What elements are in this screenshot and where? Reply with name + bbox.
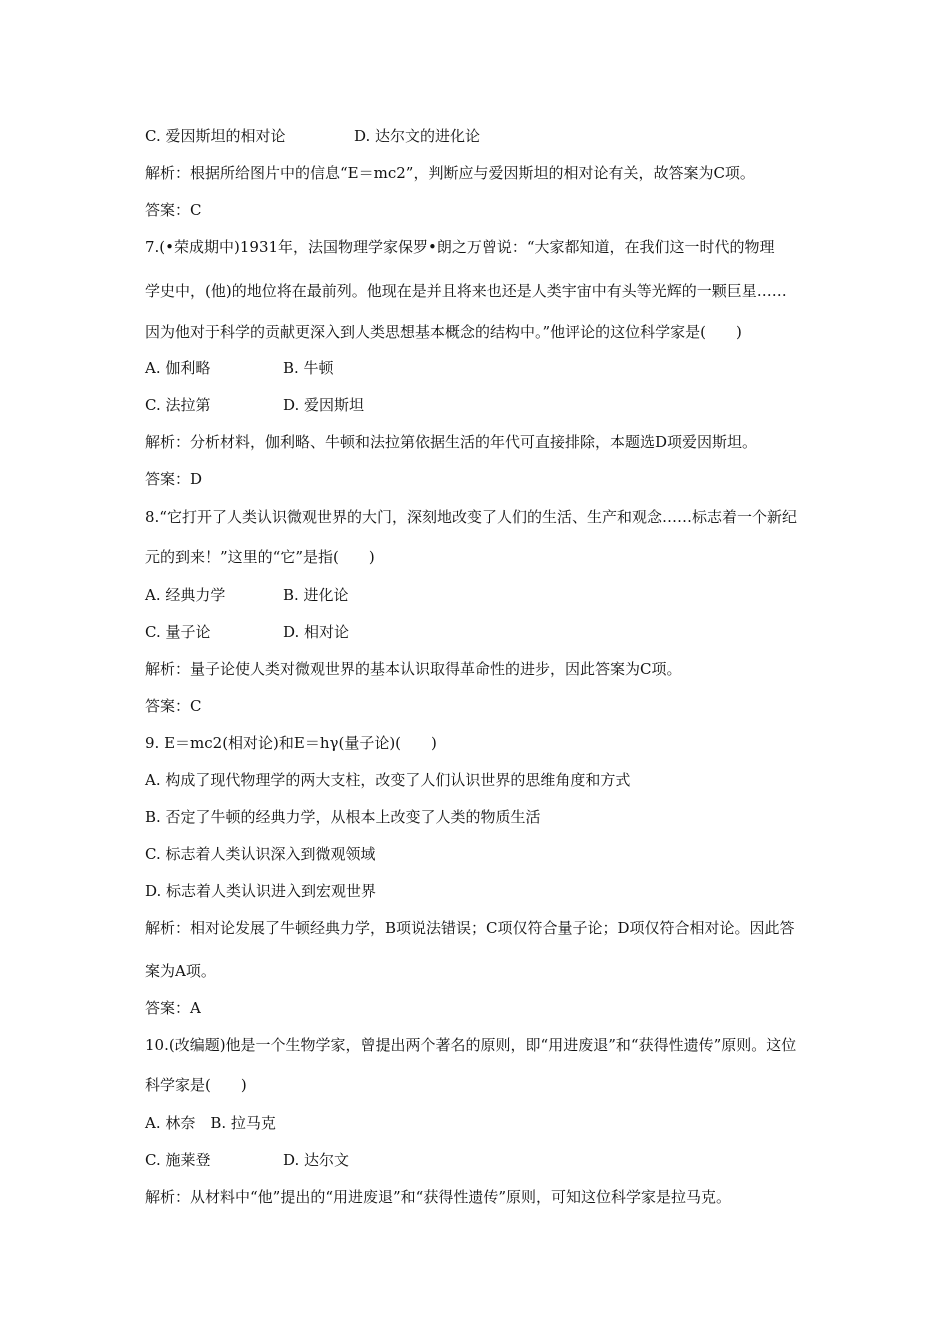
q10-analysis: 解析：从材料中“他”提出的“用进废退”和“获得性遗传”原则，可知这位科学家是拉马克。 [145, 1188, 732, 1206]
q10-option-c: C. 施莱登 [145, 1151, 211, 1169]
q7-stem-line-3: 因为他对于科学的贡献更深入到人类思想基本概念的结构中。”他评论的这位科学家是( ) [145, 323, 742, 341]
q8-analysis: 解析：量子论使人类对微观世界的基本认识取得革命性的进步，因此答案为C项。 [145, 660, 682, 678]
q6-answer: 答案：C [145, 201, 202, 219]
q6-analysis: 解析：根据所给图片中的信息“E＝mc2”，判断应与爱因斯坦的相对论有关，故答案为C项。 [145, 164, 755, 182]
q8-option-c: C. 量子论 [145, 623, 211, 641]
q8-option-a: A. 经典力学 [145, 586, 226, 604]
q7-stem-line-2: 学史中，(他)的地位将在最前列。他现在是并且将来也还是人类宇宙中有头等光辉的一颗巨星…… [145, 282, 787, 300]
q6-option-d: D. 达尔文的进化论 [354, 127, 481, 145]
q8-stem-line-2: 元的到来！”这里的“它”是指( ) [145, 548, 375, 566]
q8-answer: 答案：C [145, 697, 202, 715]
q7-answer: 答案：D [145, 470, 203, 488]
q7-option-d: D. 爱因斯坦 [283, 396, 365, 414]
q9-option-b: B. 否定了牛顿的经典力学，从根本上改变了人类的物质生活 [145, 808, 541, 826]
q7-stem-line-1: 7.(•荣成期中)1931年，法国物理学家保罗•朗之万曾说：“大家都知道，在我们这一时代的物理 [145, 238, 775, 256]
q8-option-b: B. 进化论 [283, 586, 349, 604]
q9-stem: 9. E＝mc2(相对论)和E＝hγ(量子论)( ) [145, 734, 437, 752]
q9-option-d: D. 标志着人类认识进入到宏观世界 [145, 882, 377, 900]
q9-answer: 答案：A [145, 999, 201, 1017]
q10-option-d: D. 达尔文 [283, 1151, 350, 1169]
q8-option-d: D. 相对论 [283, 623, 350, 641]
q9-option-c: C. 标志着人类认识深入到微观领域 [145, 845, 376, 863]
q7-option-c: C. 法拉第 [145, 396, 211, 414]
q10-stem-line-1: 10.(改编题)他是一个生物学家，曾提出两个著名的原则，即“用进废退”和“获得性遗传”原则。这位 [145, 1036, 797, 1054]
q7-analysis: 解析：分析材料，伽利略、牛顿和法拉第依据生活的年代可直接排除，本题选D项爱因斯坦。 [145, 433, 758, 451]
q10-stem-line-2: 科学家是( ) [145, 1076, 247, 1094]
q7-option-a: A. 伽利略 [145, 359, 211, 377]
q9-analysis-line-1: 解析：相对论发展了牛顿经典力学，B项说法错误；C项仅符合量子论；D项仅符合相对论。因此答 [145, 919, 795, 937]
q10-option-a-b: A. 林奈 B. 拉马克 [145, 1114, 276, 1132]
q7-option-b: B. 牛顿 [283, 359, 334, 377]
q8-stem-line-1: 8.“它打开了人类认识微观世界的大门，深刻地改变了人们的生活、生产和观念……标志着一个新纪 [145, 508, 797, 526]
q9-analysis-line-2: 案为A项。 [145, 962, 216, 980]
q9-option-a: A. 构成了现代物理学的两大支柱，改变了人们认识世界的思维角度和方式 [145, 771, 631, 789]
q6-option-c: C. 爱因斯坦的相对论 [145, 127, 286, 145]
